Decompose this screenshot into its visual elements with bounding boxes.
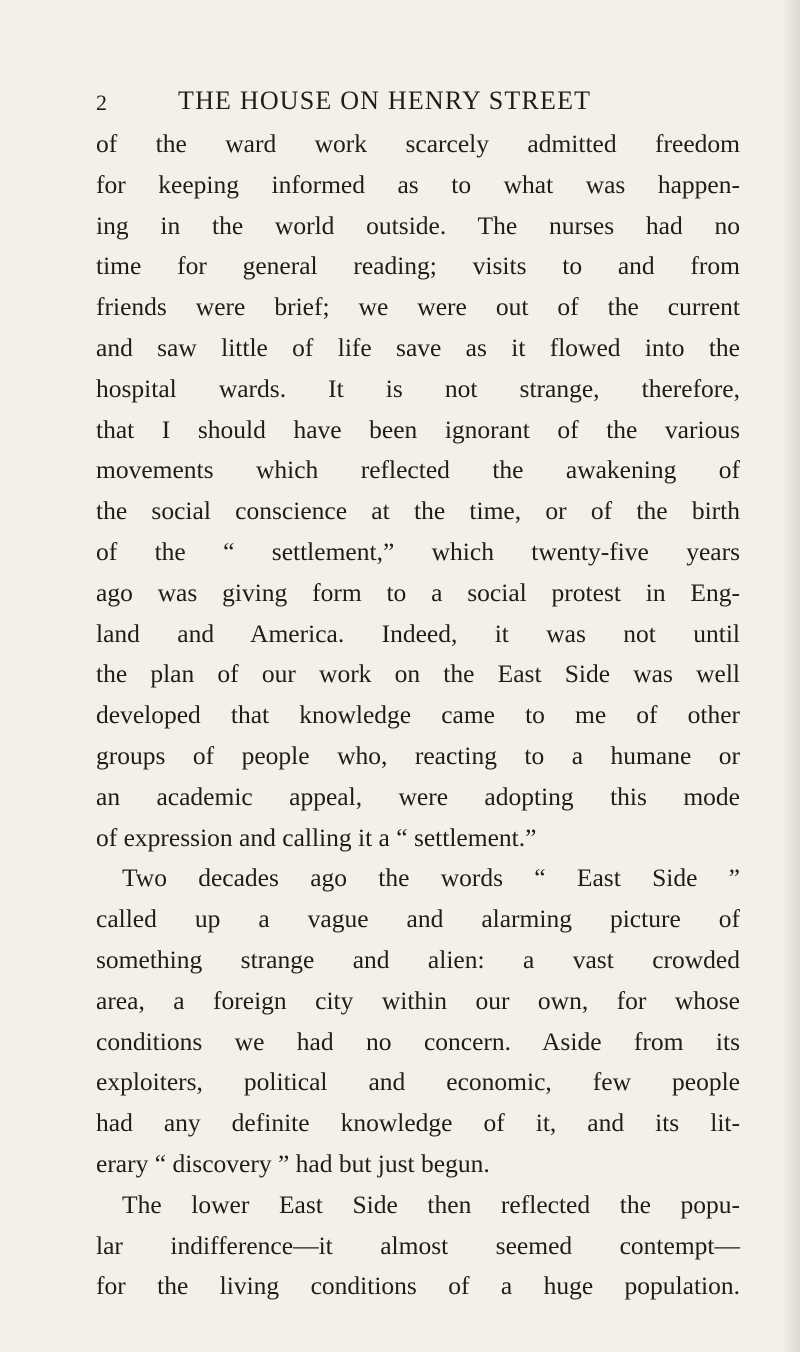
text-line: of expression and calling it a “ settlement.”: [96, 822, 537, 852]
text-line: for the living conditions of a huge population.: [96, 1271, 740, 1301]
text-line: and saw little of life save as it flowed into the: [96, 332, 740, 362]
paragraph-3: [96, 1185, 740, 1307]
paragraph-1: [96, 124, 740, 858]
text-line: the plan of our work on the East Side was well: [96, 659, 740, 689]
text-line: conditions we had no concern. Aside from its: [96, 1026, 740, 1056]
running-head: [96, 84, 740, 124]
text-line: of the “ settlement,” which twenty-five years: [96, 536, 740, 566]
text-line: for keeping informed as to what was happen-: [96, 169, 740, 199]
text-line: called up a vague and alarming picture of: [96, 904, 740, 934]
text-line: The lower East Side then reflected the popu-: [122, 1189, 740, 1219]
text-line: time for general reading; visits to and from: [96, 251, 740, 281]
paragraph-2: [96, 858, 740, 1184]
text-line: hospital wards. It is not strange, therefore,: [96, 373, 740, 403]
text-line: developed that knowledge came to me of other: [96, 700, 740, 730]
text-line: ago was giving form to a social protest in Eng-: [96, 577, 740, 607]
text-line: that I should have been ignorant of the various: [96, 414, 740, 444]
text-line: land and America. Indeed, it was not until: [96, 618, 740, 648]
text-line: erary “ discovery ” had but just begun.: [96, 1148, 490, 1178]
page-number: 2: [96, 90, 109, 115]
book-page: [96, 84, 740, 1307]
text-line: friends were brief; we were out of the current: [96, 292, 740, 322]
text-line: something strange and alien: a vast crowded: [96, 944, 740, 974]
running-title: THE HOUSE ON HENRY STREET: [178, 86, 592, 115]
text-line: movements which reflected the awakening of: [96, 455, 740, 485]
text-line: an academic appeal, were adopting this mode: [96, 781, 740, 811]
body-text: [96, 124, 740, 1307]
text-line: groups of people who, reacting to a humane or: [96, 740, 740, 770]
text-line: had any definite knowledge of it, and its lit-: [96, 1108, 740, 1138]
text-line: the social conscience at the time, or of the birth: [96, 496, 740, 526]
text-line: Two decades ago the words “ East Side ”: [122, 863, 740, 893]
text-line: exploiters, political and economic, few people: [96, 1067, 740, 1097]
page-edge-shadow: [782, 0, 800, 1352]
text-line: lar indifference—it almost seemed contempt—: [96, 1230, 740, 1260]
text-line: area, a foreign city within our own, for whose: [96, 985, 740, 1015]
text-line: of the ward work scarcely admitted freedom: [96, 129, 740, 158]
text-line: ing in the world outside. The nurses had no: [96, 210, 740, 240]
